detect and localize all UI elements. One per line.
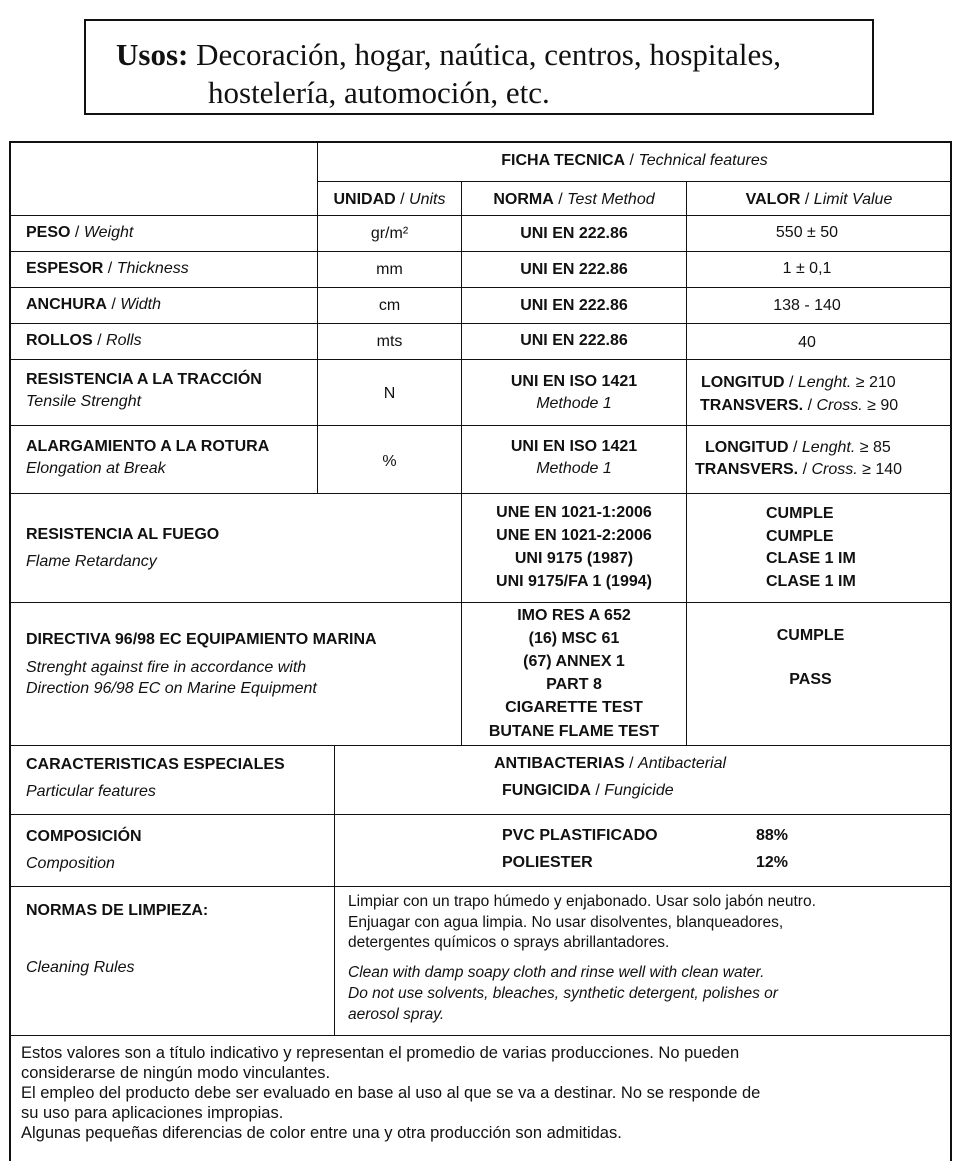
row-marina-en-1: Strenght against fire in accordance with (26, 659, 307, 676)
row-espesor-label: ESPESOR / Thickness (26, 260, 189, 277)
divider (10, 814, 951, 815)
row-fuego-norm: UNI 9175/FA 1 (1994) (496, 573, 652, 590)
divider (10, 251, 951, 252)
row-limpieza-es-line: Limpiar con un trapo húmedo y enjabonado. Usar solo jabón neutro. (348, 893, 816, 910)
row-anchura-label: ANCHURA / Width (26, 296, 161, 313)
note-line: Algunas pequeñas diferencias de color entre una y otra producción son admitidas. (21, 1124, 622, 1142)
row-marina-norm: (67) ANNEX 1 (523, 653, 625, 670)
row-fuego-norm: UNE EN 1021-2:2006 (496, 527, 652, 544)
row-fuego-norm: UNE EN 1021-1:2006 (496, 504, 652, 521)
row-limpieza-es-line: detergentes químicos o sprays abrillantadores. (348, 934, 670, 951)
divider (10, 287, 951, 288)
row-limpieza-en: Cleaning Rules (26, 959, 135, 976)
note-line: Estos valores son a título indicativo y representan el promedio de varias producciones. No pueden (21, 1044, 740, 1062)
divider (10, 886, 951, 887)
row-composicion-percent-2: 12% (756, 854, 789, 871)
row-espesor-norm: UNI EN 222.86 (520, 261, 628, 278)
divider (318, 181, 951, 182)
uses-box (84, 19, 874, 115)
header-norma: NORMA / Test Method (493, 191, 655, 208)
divider (10, 493, 951, 494)
row-fuego-en: Flame Retardancy (26, 553, 157, 570)
row-traccion-value-2: TRANSVERS. / Cross. ≥ 90 (700, 397, 899, 414)
row-marina-norm: BUTANE FLAME TEST (488, 723, 660, 740)
row-traccion-method: Methode 1 (536, 395, 612, 412)
header-ficha: FICHA TECNICA / Technical features (501, 152, 768, 169)
row-fuego-label: RESISTENCIA AL FUEGO (26, 526, 220, 543)
row-limpieza-en-line: Clean with damp soapy cloth and rinse well with clean water. (348, 964, 765, 981)
divider (10, 425, 951, 426)
row-peso-norm: UNI EN 222.86 (520, 225, 628, 242)
row-anchura-unit: cm (378, 297, 401, 314)
divider (10, 323, 951, 324)
row-peso-value: 550 ± 50 (775, 224, 839, 241)
divider (10, 602, 951, 603)
row-rotura-norm: UNI EN ISO 1421 (510, 438, 638, 455)
uses-line-2: hostelería, automoción, etc. (208, 75, 550, 110)
row-traccion-unit: N (383, 385, 396, 402)
row-traccion-value-1: LONGITUD / Lenght. ≥ 210 (701, 374, 896, 391)
row-fuego-norm: UNI 9175 (1987) (514, 550, 634, 567)
row-composicion-material-1: PVC PLASTIFICADO (502, 827, 658, 844)
row-fuego-value: CLASE 1 IM (766, 550, 856, 567)
uses-label: Usos: (116, 37, 189, 72)
row-peso-unit: gr/m² (370, 225, 409, 242)
row-limpieza-en-line: aerosol spray. (348, 1006, 445, 1023)
divider (334, 745, 335, 1035)
row-rotura-value-1: LONGITUD / Lenght. ≥ 85 (705, 439, 891, 456)
row-rollos-label: ROLLOS / Rolls (26, 332, 142, 349)
row-rotura-en: Elongation at Break (26, 460, 166, 477)
row-marina-en-2: Direction 96/98 EC on Marine Equipment (26, 680, 317, 697)
row-fuego-value: CUMPLE (766, 505, 834, 522)
row-rollos-value: 40 (798, 334, 816, 351)
row-anchura-value: 138 - 140 (773, 297, 841, 314)
row-traccion-label: RESISTENCIA A LA TRACCIÓN (26, 371, 262, 388)
row-anchura-norm: UNI EN 222.86 (520, 297, 628, 314)
row-limpieza-label: NORMAS DE LIMPIEZA: (26, 902, 209, 919)
row-traccion-norm: UNI EN ISO 1421 (510, 373, 638, 390)
row-composicion-label: COMPOSICIÓN (26, 828, 142, 845)
row-limpieza-en-line: Do not use solvents, bleaches, synthetic detergent, polishes or (348, 985, 778, 1002)
row-marina-norm: PART 8 (546, 676, 602, 693)
row-peso-label: PESO / Weight (26, 224, 134, 241)
row-marina-value: CUMPLE (776, 627, 845, 644)
row-composicion-percent-1: 88% (756, 827, 789, 844)
technical-table (9, 141, 952, 1161)
uses-text-1: Decoración, hogar, naútica, centros, hospitales, (188, 37, 782, 72)
row-marina-value: PASS (789, 671, 832, 688)
header-valor: VALOR / Limit Value (745, 191, 893, 208)
row-composicion-material-2: POLIESTER (502, 854, 593, 871)
row-fuego-value: CLASE 1 IM (766, 573, 856, 590)
row-marina-norm: CIGARETTE TEST (505, 699, 643, 716)
divider (686, 493, 687, 745)
row-especiales-antibacterias: ANTIBACTERIAS / Antibacterial (494, 755, 727, 772)
row-limpieza-es-line: Enjuagar con agua limpia. No usar disolventes, blanqueadores, (348, 914, 784, 931)
note-line: su uso para aplicaciones impropias. (21, 1104, 284, 1122)
row-especiales-fungicida: FUNGICIDA / Fungicide (502, 782, 674, 799)
row-espesor-unit: mm (376, 261, 403, 278)
row-especiales-en: Particular features (26, 783, 156, 800)
uses-line-1 (116, 37, 781, 72)
header-unidad: UNIDAD / Units (333, 191, 446, 208)
divider (10, 745, 951, 746)
row-rollos-norm: UNI EN 222.86 (520, 332, 628, 349)
row-especiales-label: CARACTERISTICAS ESPECIALES (26, 756, 285, 773)
row-rollos-unit: mts (376, 333, 403, 350)
row-marina-norm: (16) MSC 61 (528, 630, 620, 647)
row-traccion-en: Tensile Strenght (26, 393, 142, 410)
row-composicion-en: Composition (26, 855, 115, 872)
row-fuego-value: CUMPLE (766, 528, 834, 545)
row-marina-norm: IMO RES A 652 (517, 607, 631, 624)
row-rotura-method: Methode 1 (536, 460, 612, 477)
row-marina-label: DIRECTIVA 96/98 EC EQUIPAMIENTO MARINA (26, 631, 377, 648)
row-rotura-label: ALARGAMIENTO A LA ROTURA (26, 438, 270, 455)
note-line: El empleo del producto debe ser evaluado en base al uso al que se va a destinar. No se responde de (21, 1084, 761, 1102)
divider (10, 1035, 951, 1036)
row-rotura-unit: % (382, 453, 397, 470)
row-rotura-value-2: TRANSVERS. / Cross. ≥ 140 (695, 461, 903, 478)
row-espesor-value: 1 ± 0,1 (782, 260, 832, 277)
note-line: considerarse de ningún modo vinculantes. (21, 1064, 331, 1082)
divider (10, 359, 951, 360)
divider (10, 215, 951, 216)
